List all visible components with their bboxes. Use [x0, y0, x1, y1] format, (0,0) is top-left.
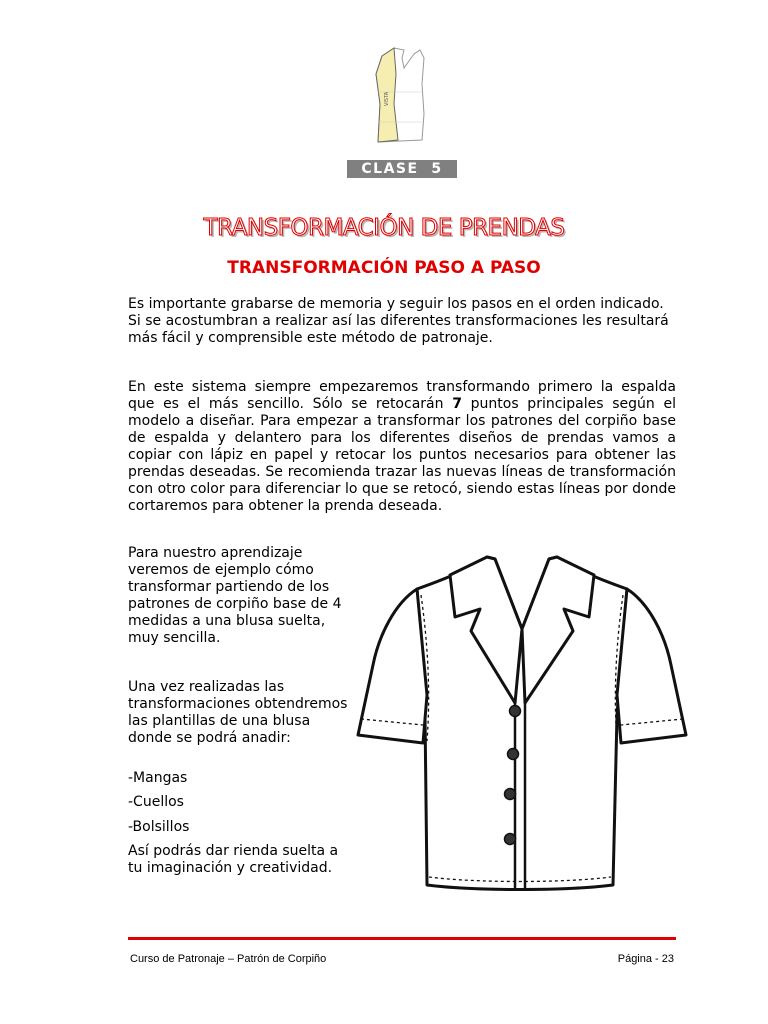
list-item-bolsillos: -Bolsillos — [128, 819, 190, 835]
closing-paragraph: Así podrás dar rienda suelta a tu imaginación y creatividad. — [128, 843, 339, 876]
system-paragraph — [128, 379, 676, 515]
bodice-pattern-logo — [366, 44, 438, 148]
page-title: TRANSFORMACIÓN DE PRENDAS — [203, 215, 565, 241]
footer-page-number: Página - 23 — [617, 953, 674, 965]
intro-paragraph: Es importante grabarse de memoria y seguir los pasos en el orden indicado. Si se acostumbran a realizar así las diferentes transformaciones les resultará más fácil y comprensible este método de patronaje. — [128, 296, 669, 346]
system-paragraph-part-2: puntos principales según el modelo a diseñar. Para empezar a transformar los patrones del corpiño base de espalda y delantero para los diferentes diseños de prendas vamos a copiar con lápiz en papel y retocar los puntos necesarios para obtener las prendas deseadas. Se recomienda trazar las nuevas líneas de transformación con otro color para diferenciar lo que se retocó, siendo estas líneas por donde cortaremos para obtener la prenda deseada. — [128, 396, 676, 514]
list-item-cuellos: -Cuellos — [128, 794, 184, 810]
system-paragraph-part-1: En este sistema siempre empezaremos transformando primero la espalda que es el más sencillo. Sólo se retocarán — [128, 379, 676, 412]
list-item-mangas: -Mangas — [128, 770, 188, 786]
footer-course-title: Curso de Patronaje – Patrón de Corpiño — [130, 953, 327, 965]
class-badge: CLASE 5 — [347, 160, 457, 178]
learning-paragraph: Para nuestro aprendizaje veremos de ejemplo cómo transformar partiendo de los patrones de corpiño base de 4 medidas a una blusa suelta, muy sencilla. — [128, 545, 342, 646]
logo-label: VISTA — [384, 91, 390, 106]
points-count: 7 — [452, 396, 462, 412]
footer-divider — [128, 937, 676, 940]
page-subtitle: TRANSFORMACIÓN PASO A PASO — [227, 258, 541, 278]
templates-paragraph: Una vez realizadas las transformaciones obtendremos las plantillas de una blusa donde se podrá anadir: — [128, 679, 348, 746]
blouse-illustration — [355, 545, 690, 897]
